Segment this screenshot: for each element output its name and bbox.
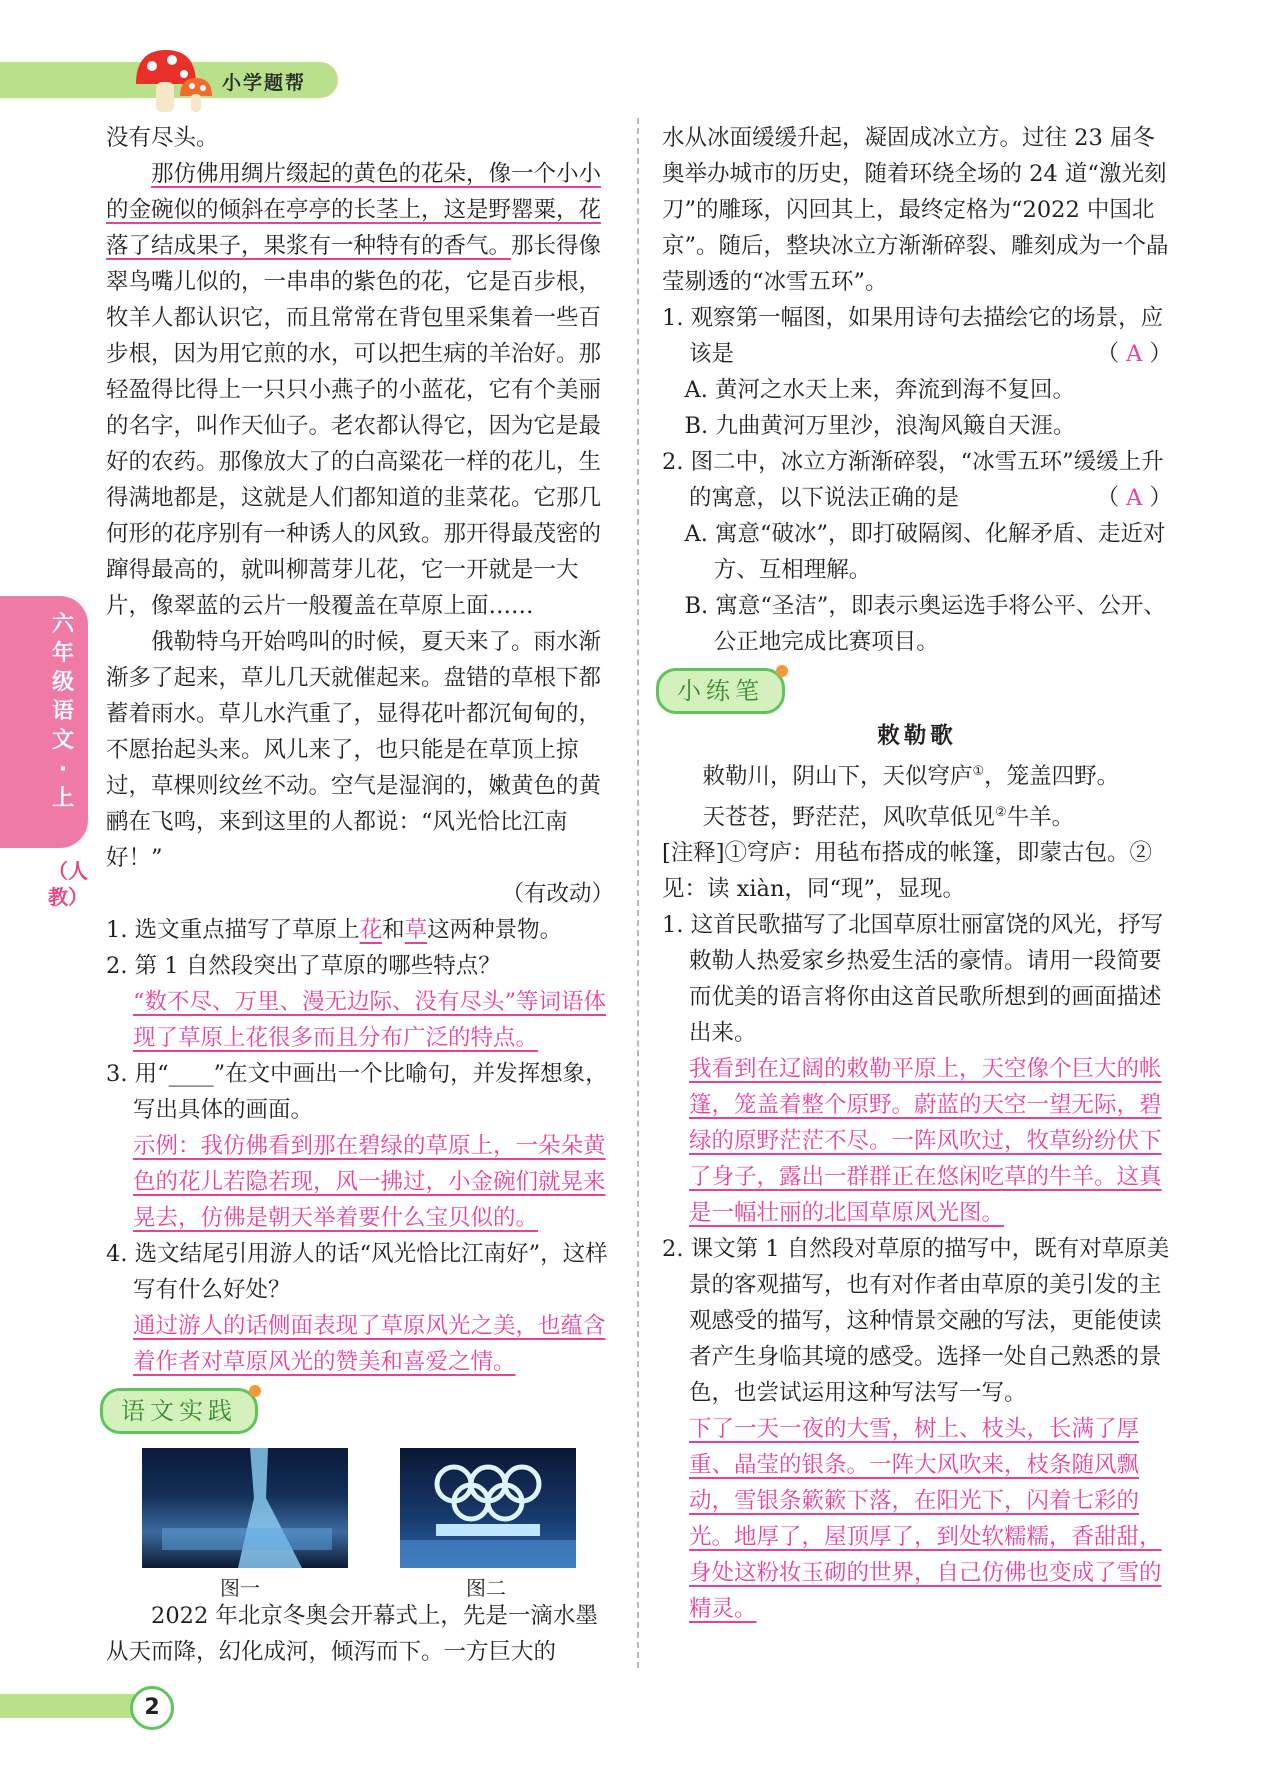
poem-line-2a: 天苍苍，野茫茫，风吹草低见 [702,804,996,830]
poem-line-2 [662,795,1172,836]
edition-label: （人教） [48,859,88,909]
source-note: （有改动） [501,881,614,907]
poem-line-2b: 牛羊。 [1006,804,1075,830]
answer-bracket-1: （ A ） [1096,341,1172,367]
answer-4: 通过游人的话侧面表现了草原风光之美，也蕴含着作者对草原风光的赞美和喜爱之情。 [133,1313,606,1375]
figure-1-caption: 图一 [220,1576,260,1600]
answer-r4: 下了一天一夜的大雪，树上、枝头，长满了厚重、晶莹的银条。一阵大风吹来，枝条随风飘动，雪银条簌簌下落，在阳光下，闪着七彩的光。地厚了，屋顶厚了，到处软糯糯，香甜甜，身处这粉妆玉砌的世界，自己仿佛也变成了雪的精灵。 [689,1416,1162,1622]
question-r1 [662,300,1172,372]
question-4: 4. 选文结尾引用游人的话“风光恰比江南好”，这样写有什么好处？ [106,1241,608,1303]
answer-r3: 我看到在辽阔的敕勒平原上，天空像个巨大的帐篷，笼盖着整个原野。蔚蓝的天空一望无际，碧绿的原野茫茫不尽。一阵风吹过，牧草纷纷伏下了身子，露出一群群正在悠闲吃草的牛羊。这真是一幅壮丽的北国草原风光图。 [689,1056,1162,1226]
practice-label: 语文实践 [100,1388,258,1434]
answer-2: “数不尽、万里、漫无边际、没有尽头”等词语体现了草原上花很多而且分布广泛的特点。 [133,989,607,1051]
answer-3: 示例：我仿佛看到那在碧绿的草原上，一朵朵黄色的花儿若隐若现，风一拂过，小金碗们就晃来晃去，仿佛是朝天举着要什么宝贝似的。 [133,1133,606,1231]
right-column [662,120,1172,1627]
question-1-blank-1: 花 [359,917,383,943]
page-number: 2 [130,1686,174,1730]
question-r1-text: 1. 观察第一幅图，如果用诗句去描绘它的场景，应该是 [662,305,1164,367]
option-r2-a: A. 寓意“破冰”，即打破隔阂、化解矛盾、走近对方、互相理解。 [684,521,1166,583]
question-r4: 2. 课文第 1 自然段对草原的描写中，既有对草原美景的客观描写，也有对作者由草原的美引发的主观感受的描写，这种情景交融的写法，更能使读者产生身临其境的感受。选择一处自己熟悉的景色，也尝试运用这种写法写一写。 [662,1236,1170,1406]
answer-r2: A [1126,485,1143,511]
left-column [106,120,614,1670]
grade-label: 六年级语文·上 [51,612,74,811]
poem-line-1b: ，笼盖四野。 [984,763,1120,790]
answer-r1: A [1126,341,1143,367]
note-marker-1: ① [972,764,985,779]
annotation-note: [注释]①穹庐：用毡布搭成的帐篷，即蒙古包。②见：读 xiàn，同“现”，显现。 [662,840,1153,902]
option-r1-a: A. 黄河之水天上来，奔流到海不复回。 [684,377,1076,403]
question-r2 [662,444,1172,516]
paragraph-2: 俄勒特乌开始鸣叫的时候，夏天来了。雨水渐渐多了起来，草儿几天就催起来。盘错的草根下都蓄着雨水。草儿水汽重了，显得花叶都沉甸甸的，不愿抬起头来。风儿来了，也只能是在草顶上掠过，草棵则纹丝不动。空气是湿润的，嫩黄色的黄鹂在飞鸣，来到这里的人都说：“风光恰比江南好！” [106,629,602,871]
practice-label-right: 小练笔 [656,668,785,714]
poem-line-1a: 敕勒川，阴山下，天似穹庐 [702,763,973,790]
paragraph-3: 2022 年北京冬奥会开幕式上，先是一滴水墨从天而降，幻化成河，倾泻而下。一方巨大的 [106,1603,598,1665]
ink-river-icon [142,1448,348,1568]
paragraph-r0: 水从冰面缓缓升起，凝固成冰立方。过往 23 届冬奥举办城市的历史，随着环绕全场的 24 道“激光刻刀”的雕琢，闪回其上，最终定格为“2022 中国北京”。随后，整块冰立方渐渐碎裂、雕刻成为一个晶莹剔透的“冰雪五环”。 [662,125,1169,295]
header-title: 小学题帮 [222,72,307,94]
question-2: 2. 第 1 自然段突出了草原的哪些特点？ [106,953,501,979]
question-r2-text: 2. 图二中，冰立方渐渐碎裂，“冰雪五环”缓缓上升的寓意，以下说法正确的是 [662,449,1164,511]
paragraph-0: 没有尽头。 [106,125,219,151]
poem-line-1 [662,754,1172,795]
column-divider [637,118,639,1668]
paragraph-1-rest: 那长得像翠鸟嘴儿似的，一串串的紫色的花，它是百步根，牧羊人都认识它，而且常常在背包里采集着一些百步根，因为用它煎的水，可以把生病的羊治好。那轻盈得比得上一只只小燕子的小蓝花，它有个美丽的名字，叫作天仙子。老农都认得它，因为它是最好的农药。那像放大了的白高粱花一样的花儿，生得满地都是，这就是人们都知道的韭菜花。它那几何形的花序别有一种诱人的风致。那开得最茂密的蹿得最高的，就叫柳蒿芽儿花，它一开就是一大片，像翠蓝的云片一般覆盖在草原上面…… [106,233,602,619]
question-3: 3. 用“____”在文中画出一个比喻句，并发挥想象，写出具体的画面。 [106,1061,608,1123]
question-1-text: 1. 选文重点描写了草原上 [106,917,360,943]
figure-2-caption: 图二 [466,1576,506,1600]
option-r1-b: B. 九曲黄河万里沙，浪淘风簸自天涯。 [684,413,1076,439]
question-1-mid: 和 [382,917,405,943]
question-1-end: 这两种景物。 [427,917,563,943]
olympic-rings-icon [400,1448,576,1568]
question-1 [106,912,614,948]
poem-title: 敕勒歌 [877,723,957,749]
figure-2-image [400,1448,576,1568]
note-marker-2: ② [995,804,1007,820]
answer-bracket-2: （ A ） [1096,485,1172,511]
mushroom-icon [128,44,218,116]
question-r3: 1. 这首民歌描写了北国草原壮丽富饶的风光，抒写敕勒人热爱家乡热爱生活的豪情。请用一段简要而优美的语言将你由这首民歌所想到的画面描述出来。 [662,912,1164,1046]
figure-row [106,1448,614,1598]
option-r2-b: B. 寓意“圣洁”，即表示奥运选手将公平、公开、公正地完成比赛项目。 [684,593,1166,655]
paragraph-1 [106,156,614,624]
simile-sentence: 那仿佛用绸片缀起的黄色的花朵，像一个小小的金碗似的倾斜在亭亭的长茎上，这是野罂粟，花落了结成果子，果浆有一种特有的香气。 [106,161,602,259]
figure-1-image [142,1448,348,1568]
question-1-blank-2: 草 [404,917,428,943]
